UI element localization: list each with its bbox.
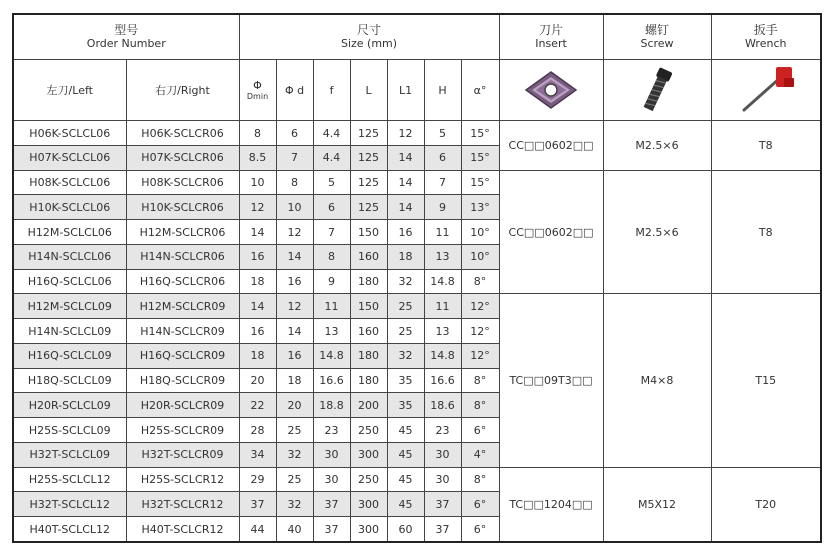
cell-dmin: 20 xyxy=(239,368,276,393)
insert-zh: 刀片 xyxy=(539,23,564,38)
f-header: f xyxy=(313,60,350,121)
cell-f: 30 xyxy=(313,442,350,467)
cell-f: 8 xyxy=(313,244,350,269)
cell-L1: 45 xyxy=(387,492,424,517)
L-header: L xyxy=(350,60,387,121)
cell-d: 12 xyxy=(276,220,313,245)
cell-a: 15° xyxy=(461,170,499,195)
wrench-icon xyxy=(736,64,796,116)
cell-L: 125 xyxy=(350,195,387,220)
cell-a: 10° xyxy=(461,220,499,245)
cell-a: 8° xyxy=(461,393,499,418)
cell-a: 4° xyxy=(461,442,499,467)
spec-table xyxy=(12,13,822,543)
insert-image-cell xyxy=(499,60,603,121)
cell-L: 180 xyxy=(350,368,387,393)
L1-header: L1 xyxy=(387,60,424,121)
cell-L1: 35 xyxy=(387,393,424,418)
cell-H: 5 xyxy=(424,121,461,146)
cell-dmin: 12 xyxy=(239,195,276,220)
cell-f: 37 xyxy=(313,517,350,542)
cell-right: H25S-SCLCR09 xyxy=(126,418,239,443)
cell-d: 16 xyxy=(276,269,313,294)
cell-L: 150 xyxy=(350,220,387,245)
cell-H: 16.6 xyxy=(424,368,461,393)
cell-L1: 14 xyxy=(387,145,424,170)
cell-left: H06K-SCLCL06 xyxy=(13,121,126,146)
cell-H: 13 xyxy=(424,244,461,269)
size-zh: 尺寸 xyxy=(357,23,382,38)
wrench-en: Wrench xyxy=(745,37,787,51)
cell-L: 300 xyxy=(350,517,387,542)
right-header: 右刀/Right xyxy=(126,60,239,121)
group-insert-cell: CC□□0602□□ xyxy=(499,121,603,171)
insert-icon xyxy=(520,68,582,112)
cell-left: H12M-SCLCL09 xyxy=(13,294,126,319)
cell-a: 15° xyxy=(461,145,499,170)
cell-right: H12M-SCLCR09 xyxy=(126,294,239,319)
cell-a: 8° xyxy=(461,467,499,492)
cell-H: 11 xyxy=(424,294,461,319)
cell-L: 200 xyxy=(350,393,387,418)
cell-d: 20 xyxy=(276,393,313,418)
cell-d: 25 xyxy=(276,418,313,443)
cell-H: 30 xyxy=(424,442,461,467)
cell-L1: 45 xyxy=(387,418,424,443)
group-insert-cell: TC□□1204□□ xyxy=(499,467,603,542)
cell-L1: 25 xyxy=(387,294,424,319)
cell-right: H20R-SCLCR09 xyxy=(126,393,239,418)
group-wrench-cell: T8 xyxy=(711,170,821,294)
group-wrench-cell: T20 xyxy=(711,467,821,542)
cell-f: 18.8 xyxy=(313,393,350,418)
order-number-zh: 型号 xyxy=(114,23,139,38)
cell-H: 37 xyxy=(424,517,461,542)
alpha-header: α° xyxy=(461,60,499,121)
cell-right: H14N-SCLCR09 xyxy=(126,319,239,344)
cell-H: 7 xyxy=(424,170,461,195)
cell-H: 14.8 xyxy=(424,343,461,368)
group-screw-cell: M4×8 xyxy=(603,294,711,467)
dmin-sub: Dmin xyxy=(246,91,269,101)
cell-L: 125 xyxy=(350,145,387,170)
cell-f: 4.4 xyxy=(313,121,350,146)
cell-left: H12M-SCLCL06 xyxy=(13,220,126,245)
cell-L1: 25 xyxy=(387,319,424,344)
screw-en: Screw xyxy=(640,37,674,51)
cell-a: 10° xyxy=(461,244,499,269)
cell-dmin: 8 xyxy=(239,121,276,146)
cell-H: 18.6 xyxy=(424,393,461,418)
screw-icon xyxy=(635,64,679,116)
cell-dmin: 29 xyxy=(239,467,276,492)
cell-right: H06K-SCLCR06 xyxy=(126,121,239,146)
cell-f: 16.6 xyxy=(313,368,350,393)
table-row xyxy=(13,467,821,492)
cell-right: H40T-SCLCR12 xyxy=(126,517,239,542)
table-row xyxy=(13,294,821,319)
cell-f: 30 xyxy=(313,467,350,492)
cell-dmin: 16 xyxy=(239,244,276,269)
cell-L: 180 xyxy=(350,343,387,368)
cell-right: H10K-SCLCR06 xyxy=(126,195,239,220)
cell-a: 6° xyxy=(461,517,499,542)
cell-right: H14N-SCLCR06 xyxy=(126,244,239,269)
cell-dmin: 16 xyxy=(239,319,276,344)
cell-a: 15° xyxy=(461,121,499,146)
group-screw-cell: M5X12 xyxy=(603,467,711,542)
cell-right: H08K-SCLCR06 xyxy=(126,170,239,195)
cell-dmin: 34 xyxy=(239,442,276,467)
cell-f: 23 xyxy=(313,418,350,443)
dmin-symbol: Φ xyxy=(253,78,262,92)
d-header: Φ d xyxy=(276,60,313,121)
cell-L: 300 xyxy=(350,442,387,467)
cell-L1: 32 xyxy=(387,343,424,368)
cell-dmin: 14 xyxy=(239,294,276,319)
insert-header xyxy=(499,14,603,60)
cell-d: 25 xyxy=(276,467,313,492)
cell-L: 160 xyxy=(350,244,387,269)
cell-L: 160 xyxy=(350,319,387,344)
cell-H: 11 xyxy=(424,220,461,245)
cell-f: 11 xyxy=(313,294,350,319)
cell-a: 6° xyxy=(461,492,499,517)
cell-left: H16Q-SCLCL09 xyxy=(13,343,126,368)
H-header: H xyxy=(424,60,461,121)
cell-left: H32T-SCLCL09 xyxy=(13,442,126,467)
cell-H: 14.8 xyxy=(424,269,461,294)
cell-L: 180 xyxy=(350,269,387,294)
group-screw-cell: M2.5×6 xyxy=(603,121,711,171)
cell-d: 32 xyxy=(276,492,313,517)
cell-L: 300 xyxy=(350,492,387,517)
cell-right: H16Q-SCLCR09 xyxy=(126,343,239,368)
cell-f: 14.8 xyxy=(313,343,350,368)
group-wrench-cell: T15 xyxy=(711,294,821,467)
cell-a: 12° xyxy=(461,343,499,368)
cell-H: 23 xyxy=(424,418,461,443)
order-number-header xyxy=(13,14,239,60)
cell-d: 6 xyxy=(276,121,313,146)
cell-L1: 35 xyxy=(387,368,424,393)
cell-left: H25S-SCLCL09 xyxy=(13,418,126,443)
cell-dmin: 28 xyxy=(239,418,276,443)
cell-left: H32T-SCLCL12 xyxy=(13,492,126,517)
cell-left: H14N-SCLCL09 xyxy=(13,319,126,344)
group-insert-cell: CC□□0602□□ xyxy=(499,170,603,294)
cell-d: 16 xyxy=(276,343,313,368)
wrench-zh: 扳手 xyxy=(753,23,778,38)
cell-L1: 45 xyxy=(387,467,424,492)
cell-L: 125 xyxy=(350,121,387,146)
cell-right: H07K-SCLCR06 xyxy=(126,145,239,170)
cell-right: H12M-SCLCR06 xyxy=(126,220,239,245)
cell-left: H18Q-SCLCL09 xyxy=(13,368,126,393)
cell-left: H40T-SCLCL12 xyxy=(13,517,126,542)
order-number-en: Order Number xyxy=(86,37,166,51)
cell-left: H08K-SCLCL06 xyxy=(13,170,126,195)
cell-f: 6 xyxy=(313,195,350,220)
cell-H: 37 xyxy=(424,492,461,517)
cell-L1: 60 xyxy=(387,517,424,542)
cell-dmin: 10 xyxy=(239,170,276,195)
cell-dmin: 14 xyxy=(239,220,276,245)
cell-a: 6° xyxy=(461,418,499,443)
group-insert-cell: TC□□09T3□□ xyxy=(499,294,603,467)
cell-left: H10K-SCLCL06 xyxy=(13,195,126,220)
cell-f: 13 xyxy=(313,319,350,344)
cell-L: 250 xyxy=(350,418,387,443)
cell-dmin: 18 xyxy=(239,343,276,368)
cell-H: 30 xyxy=(424,467,461,492)
cell-dmin: 18 xyxy=(239,269,276,294)
wrench-image-cell xyxy=(711,60,821,121)
cell-right: H18Q-SCLCR09 xyxy=(126,368,239,393)
cell-f: 4.4 xyxy=(313,145,350,170)
left-header: 左刀/Left xyxy=(13,60,126,121)
screw-zh: 螺钉 xyxy=(645,23,670,38)
insert-en: Insert xyxy=(535,37,567,51)
cell-L1: 12 xyxy=(387,121,424,146)
cell-H: 9 xyxy=(424,195,461,220)
cell-H: 6 xyxy=(424,145,461,170)
cell-L: 250 xyxy=(350,467,387,492)
cell-f: 9 xyxy=(313,269,350,294)
cell-dmin: 8.5 xyxy=(239,145,276,170)
cell-left: H20R-SCLCL09 xyxy=(13,393,126,418)
group-wrench-cell: T8 xyxy=(711,121,821,171)
cell-dmin: 22 xyxy=(239,393,276,418)
cell-left: H25S-SCLCL12 xyxy=(13,467,126,492)
cell-a: 13° xyxy=(461,195,499,220)
cell-d: 18 xyxy=(276,368,313,393)
screw-header xyxy=(603,14,711,60)
cell-a: 8° xyxy=(461,269,499,294)
cell-L1: 18 xyxy=(387,244,424,269)
cell-a: 8° xyxy=(461,368,499,393)
cell-right: H25S-SCLCR12 xyxy=(126,467,239,492)
cell-L1: 32 xyxy=(387,269,424,294)
cell-d: 8 xyxy=(276,170,313,195)
size-en: Size (mm) xyxy=(340,37,398,51)
size-header xyxy=(239,14,499,60)
group-screw-cell: M2.5×6 xyxy=(603,170,711,294)
cell-L1: 14 xyxy=(387,195,424,220)
table-row xyxy=(13,121,821,146)
cell-d: 40 xyxy=(276,517,313,542)
cell-f: 37 xyxy=(313,492,350,517)
cell-L: 125 xyxy=(350,170,387,195)
cell-left: H14N-SCLCL06 xyxy=(13,244,126,269)
cell-f: 5 xyxy=(313,170,350,195)
screw-image-cell xyxy=(603,60,711,121)
cell-right: H16Q-SCLCR06 xyxy=(126,269,239,294)
header-row-bottom xyxy=(13,60,821,121)
cell-d: 10 xyxy=(276,195,313,220)
cell-left: H07K-SCLCL06 xyxy=(13,145,126,170)
cell-L1: 16 xyxy=(387,220,424,245)
cell-left: H16Q-SCLCL06 xyxy=(13,269,126,294)
cell-a: 12° xyxy=(461,319,499,344)
cell-d: 14 xyxy=(276,319,313,344)
cell-d: 32 xyxy=(276,442,313,467)
cell-L1: 45 xyxy=(387,442,424,467)
header-row-top xyxy=(13,14,821,60)
cell-d: 14 xyxy=(276,244,313,269)
cell-dmin: 44 xyxy=(239,517,276,542)
cell-L1: 14 xyxy=(387,170,424,195)
cell-L: 150 xyxy=(350,294,387,319)
cell-H: 13 xyxy=(424,319,461,344)
cell-d: 12 xyxy=(276,294,313,319)
wrench-header xyxy=(711,14,821,60)
table-row xyxy=(13,170,821,195)
cell-d: 7 xyxy=(276,145,313,170)
dmin-header xyxy=(239,60,276,121)
cell-a: 12° xyxy=(461,294,499,319)
cell-right: H32T-SCLCR09 xyxy=(126,442,239,467)
cell-dmin: 37 xyxy=(239,492,276,517)
cell-f: 7 xyxy=(313,220,350,245)
cell-right: H32T-SCLCR12 xyxy=(126,492,239,517)
